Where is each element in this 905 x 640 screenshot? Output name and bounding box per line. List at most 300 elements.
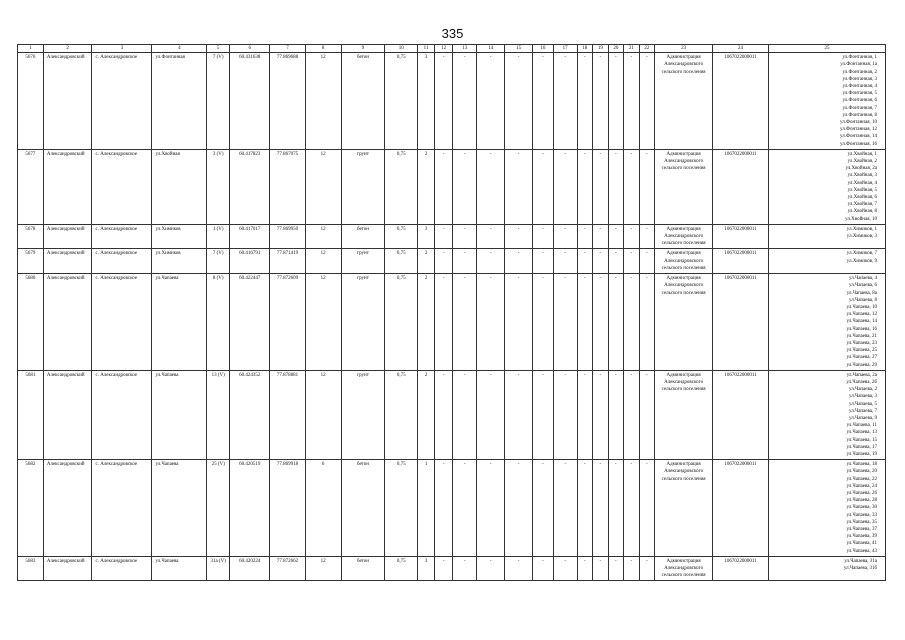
- address-item: ул.Чапаева, 21: [846, 333, 877, 339]
- table-cell: -: [608, 53, 624, 150]
- table-cell: -: [434, 149, 453, 224]
- address-list: [768, 53, 885, 150]
- table-cell: -: [553, 370, 577, 459]
- address-item: ул.Чапаева, 31б: [843, 566, 877, 572]
- address-item: ул.Фонтанная, 10: [840, 120, 877, 126]
- table-cell: -: [553, 556, 577, 581]
- table-cell: 12: [305, 370, 341, 459]
- address-item: ул.Фонтанная, 5: [842, 91, 877, 97]
- column-header: 14: [477, 45, 505, 53]
- address-item: ул.Чапаева, 17: [846, 444, 877, 450]
- table-cell: Администрация Александровского сельского поселения: [655, 224, 713, 249]
- column-header: 8: [305, 45, 341, 53]
- table-cell: -: [577, 274, 593, 371]
- table-cell: Александровский: [43, 556, 92, 581]
- table-cell: 2: [418, 249, 435, 274]
- address-item: ул.Хвойная, 6: [847, 195, 877, 201]
- table-cell: -: [624, 53, 640, 150]
- address-item: ул.Чапаева, 14: [846, 319, 877, 325]
- table-cell: -: [577, 460, 593, 557]
- table-cell: -: [608, 556, 624, 581]
- table-cell: -: [624, 460, 640, 557]
- table-row: [18, 370, 886, 459]
- table-cell: бетон: [341, 53, 384, 150]
- table-cell: -: [553, 149, 577, 224]
- address-item: ул.Фонтанная, 7: [842, 105, 877, 111]
- table-cell: с. Александровское: [92, 460, 152, 557]
- address-item: ул.Чапаева, 6: [848, 283, 877, 289]
- table-cell: -: [505, 460, 533, 557]
- table-cell: -: [553, 249, 577, 274]
- address-list: [768, 556, 885, 581]
- address-item: ул.Чапаева, 2: [848, 387, 877, 393]
- table-cell: 13 (V): [207, 370, 230, 459]
- address-item: ул.Химиков, 3: [846, 234, 877, 240]
- column-header: 16: [533, 45, 554, 53]
- table-cell: 5682: [18, 460, 44, 557]
- column-header: 21: [624, 45, 640, 53]
- table-cell: 77.869950: [270, 224, 305, 249]
- table-cell: -: [593, 556, 609, 581]
- table-cell: 2: [418, 149, 435, 224]
- table-cell: ул.Химиков: [152, 224, 207, 249]
- table-cell: 0,75: [385, 249, 418, 274]
- address-item: ул.Чапаева, 25: [846, 348, 877, 354]
- address-item: ул.Чапаева, 8: [848, 297, 877, 303]
- table-cell: -: [477, 556, 505, 581]
- address-item: ул.Чапаева, 30: [846, 505, 877, 511]
- column-header: 5: [207, 45, 230, 53]
- column-header: 1: [18, 45, 44, 53]
- table-cell: ул.Чапаева: [152, 460, 207, 557]
- address-item: ул.Чапаева, 39: [846, 534, 877, 540]
- column-header: 13: [453, 45, 477, 53]
- address-item: ул.Фонтанная, 8: [842, 112, 877, 118]
- address-item: ул.Хвойная, 2: [847, 159, 877, 165]
- table-cell: -: [553, 460, 577, 557]
- table-cell: -: [434, 224, 453, 249]
- table-cell: -: [477, 370, 505, 459]
- table-row: [18, 224, 886, 249]
- table-cell: -: [434, 53, 453, 150]
- address-item: ул.Фонтанная, 4: [842, 84, 877, 90]
- table-cell: -: [434, 556, 453, 581]
- table-cell: 60.417017: [230, 224, 270, 249]
- table-cell: -: [639, 53, 655, 150]
- address-item: ул.Химиков, 1: [846, 226, 877, 232]
- column-header: 15: [505, 45, 533, 53]
- table-cell: 60.416791: [230, 249, 270, 274]
- table-cell: 1067022000011: [713, 224, 769, 249]
- table-cell: -: [577, 370, 593, 459]
- table-cell: 5681: [18, 370, 44, 459]
- table-cell: 1067022000011: [713, 556, 769, 581]
- address-item: ул.Чапаева, 37: [846, 527, 877, 532]
- table-row: [18, 556, 886, 581]
- table-cell: 60.417823: [230, 149, 270, 224]
- table-cell: 77.872662: [270, 556, 305, 581]
- table-cell: 7 (V): [207, 249, 230, 274]
- table-row: [18, 53, 886, 150]
- address-item: ул.Чапаева, 24: [846, 483, 877, 489]
- table-cell: 60.420224: [230, 556, 270, 581]
- table-cell: -: [624, 370, 640, 459]
- address-item: ул.Химиков, 7: [846, 251, 877, 257]
- address-item: ул.Чапаева, 16: [846, 326, 877, 332]
- table-cell: -: [453, 249, 477, 274]
- table-cell: Администрация Александровского сельского поселения: [655, 460, 713, 557]
- table-row: [18, 249, 886, 274]
- table-cell: -: [639, 224, 655, 249]
- table-cell: Администрация Александровского сельского поселения: [655, 556, 713, 581]
- table-cell: -: [477, 53, 505, 150]
- table-cell: с. Александровское: [92, 274, 152, 371]
- address-item: ул.Чапаева, 29: [846, 362, 877, 368]
- table-cell: 0,75: [385, 556, 418, 581]
- table-cell: -: [608, 149, 624, 224]
- table-cell: -: [533, 249, 554, 274]
- table-cell: -: [505, 249, 533, 274]
- table-cell: с. Александровское: [92, 370, 152, 459]
- table-cell: 0,75: [385, 224, 418, 249]
- data-table: [17, 44, 886, 581]
- table-cell: 1067022000011: [713, 53, 769, 150]
- table-cell: -: [453, 556, 477, 581]
- table-cell: Александровский: [43, 249, 92, 274]
- table-cell: Администрация Александровского сельского поселения: [655, 53, 713, 150]
- address-item: ул.Чапаева, 12: [846, 312, 877, 318]
- table-cell: -: [608, 370, 624, 459]
- table-cell: -: [505, 149, 533, 224]
- address-item: ул.Чапаева, 31а: [844, 558, 877, 564]
- address-list: [768, 249, 885, 274]
- table-cell: -: [624, 224, 640, 249]
- address-item: ул.Хвойная, 2а: [845, 166, 877, 172]
- table-cell: -: [577, 149, 593, 224]
- address-item: ул.Чапаева, 10: [846, 304, 877, 310]
- table-cell: -: [639, 370, 655, 459]
- address-item: ул.Фонтанная, 16: [840, 141, 877, 147]
- table-cell: ул.Фонтанная: [152, 53, 207, 150]
- address-item: ул.Чапаева, 23: [846, 340, 877, 346]
- table-cell: бетон: [341, 224, 384, 249]
- table-cell: 0,75: [385, 370, 418, 459]
- table-cell: 0,75: [385, 460, 418, 557]
- table-cell: Александровский: [43, 53, 92, 150]
- address-item: ул.Фонтанная, 1а: [840, 62, 877, 68]
- table-cell: 5683: [18, 556, 44, 581]
- table-cell: 12: [305, 149, 341, 224]
- column-header: 12: [434, 45, 453, 53]
- address-item: ул.Чапаева, 3: [848, 394, 877, 400]
- table-cell: ул.Хвойная: [152, 149, 207, 224]
- table-cell: -: [453, 274, 477, 371]
- table-cell: 77.867075: [270, 149, 305, 224]
- table-cell: ул.Чапаева: [152, 556, 207, 581]
- table-cell: -: [624, 249, 640, 274]
- address-item: ул.Хвойная, 10: [845, 216, 877, 222]
- table-cell: Администрация Александровского сельского поселения: [655, 274, 713, 371]
- table-cell: 2: [418, 370, 435, 459]
- address-item: ул.Хвойная, 5: [847, 187, 877, 193]
- table-cell: с. Александровское: [92, 224, 152, 249]
- table-cell: -: [593, 224, 609, 249]
- address-item: ул.Чапаева, 13: [846, 430, 877, 436]
- table-cell: -: [639, 149, 655, 224]
- column-header: 11: [418, 45, 435, 53]
- table-cell: -: [593, 370, 609, 459]
- table-cell: Александровский: [43, 149, 92, 224]
- table-cell: -: [593, 149, 609, 224]
- table-cell: ул.Чапаева: [152, 274, 207, 371]
- table-cell: -: [434, 249, 453, 274]
- table-cell: Администрация Александровского сельского поселения: [655, 249, 713, 274]
- table-cell: -: [608, 274, 624, 371]
- address-item: ул.Хвойная, 3: [847, 173, 877, 179]
- table-cell: 0,75: [385, 53, 418, 150]
- address-item: ул.Чапаева, 15: [846, 437, 877, 443]
- table-cell: -: [505, 556, 533, 581]
- address-item: ул.Чапаева, 11: [846, 423, 877, 429]
- table-cell: 60.422447: [230, 274, 270, 371]
- table-cell: с. Александровское: [92, 149, 152, 224]
- column-header: 25: [768, 45, 885, 53]
- address-list: [768, 274, 885, 371]
- table-cell: 12: [305, 224, 341, 249]
- table-cell: -: [434, 460, 453, 557]
- table-cell: Александровский: [43, 370, 92, 459]
- table-cell: -: [533, 149, 554, 224]
- address-list: [768, 149, 885, 224]
- table-cell: -: [533, 460, 554, 557]
- table-cell: 1 (V): [207, 224, 230, 249]
- table-cell: -: [477, 224, 505, 249]
- table-cell: -: [608, 249, 624, 274]
- table-cell: Администрация Александровского сельского поселения: [655, 370, 713, 459]
- address-item: ул.Фонтанная, 1: [842, 55, 877, 61]
- table-cell: -: [593, 274, 609, 371]
- page-number: 335: [441, 26, 464, 41]
- table-cell: Александровский: [43, 460, 92, 557]
- address-list: [768, 370, 885, 459]
- address-item: ул.Чапаева, 22: [846, 476, 877, 482]
- address-item: ул.Химиков, 9: [846, 258, 877, 264]
- table-cell: -: [608, 460, 624, 557]
- address-list: [768, 460, 885, 557]
- table-cell: 5680: [18, 274, 44, 371]
- table-cell: 60.420519: [230, 460, 270, 557]
- table-cell: -: [477, 249, 505, 274]
- address-item: ул.Чапаева, 20: [846, 469, 877, 475]
- table-cell: грунт: [341, 274, 384, 371]
- table-cell: 6: [305, 460, 341, 557]
- table-cell: -: [477, 149, 505, 224]
- table-cell: 5677: [18, 149, 44, 224]
- table-cell: -: [624, 556, 640, 581]
- table-cell: -: [593, 460, 609, 557]
- address-item: ул.Чапаева, 19: [846, 451, 877, 457]
- column-header: 20: [608, 45, 624, 53]
- table-cell: 12: [305, 53, 341, 150]
- address-item: ул.Чапаева, 41: [846, 541, 877, 547]
- column-header: 22: [639, 45, 655, 53]
- table-cell: 0,75: [385, 274, 418, 371]
- table-row: [18, 149, 886, 224]
- table-cell: -: [624, 149, 640, 224]
- table-cell: с. Александровское: [92, 556, 152, 581]
- address-item: ул.Чапаева, 35: [846, 519, 877, 525]
- table-row: [18, 274, 886, 371]
- table-cell: 3: [418, 556, 435, 581]
- table-cell: -: [577, 249, 593, 274]
- table-cell: 2: [418, 274, 435, 371]
- table-cell: 3 (V): [207, 149, 230, 224]
- address-item: ул.Фонтанная, 2: [842, 69, 877, 75]
- table-cell: -: [639, 274, 655, 371]
- address-item: ул.Чапаева, 9: [848, 415, 877, 421]
- column-header: 23: [655, 45, 713, 53]
- table-cell: -: [477, 274, 505, 371]
- address-list: [768, 224, 885, 249]
- column-header: 3: [92, 45, 152, 53]
- table-cell: 3: [418, 224, 435, 249]
- column-header: 7: [270, 45, 305, 53]
- table-cell: Александровский: [43, 274, 92, 371]
- table-cell: бетон: [341, 460, 384, 557]
- table-cell: -: [533, 224, 554, 249]
- table-cell: 77.872609: [270, 274, 305, 371]
- address-item: ул.Чапаева, 2б: [846, 379, 877, 385]
- header-row: [18, 45, 886, 53]
- table-cell: -: [553, 274, 577, 371]
- table-cell: -: [453, 224, 477, 249]
- table-cell: 60.431638: [230, 53, 270, 150]
- address-item: ул.Хвойная, 7: [847, 202, 877, 208]
- column-header: 18: [577, 45, 593, 53]
- table-cell: ул.Химиков: [152, 249, 207, 274]
- table-cell: 1067022000011: [713, 460, 769, 557]
- column-header: 24: [713, 45, 769, 53]
- address-item: ул.Чапаева, 26: [846, 490, 877, 496]
- table-cell: 77.869918: [270, 460, 305, 557]
- table-cell: грунт: [341, 149, 384, 224]
- table-cell: 25 (V): [207, 460, 230, 557]
- table-cell: 1: [418, 460, 435, 557]
- table-cell: 0,75: [385, 149, 418, 224]
- address-item: ул.Хвойная, 1: [847, 151, 877, 157]
- address-item: ул.Фонтанная, 14: [840, 134, 877, 140]
- table-cell: -: [434, 370, 453, 459]
- table-cell: 8 (V): [207, 274, 230, 371]
- table-cell: -: [577, 53, 593, 150]
- address-item: ул.Чапаева, 28: [846, 498, 877, 504]
- address-item: ул.Чапаева, 27: [846, 355, 877, 361]
- table-cell: 77.871419: [270, 249, 305, 274]
- table-row: [18, 460, 886, 557]
- table-cell: 1067022000011: [713, 274, 769, 371]
- address-item: ул.Чапаева, 18: [846, 462, 877, 468]
- table-cell: 3: [418, 53, 435, 150]
- table-cell: -: [477, 460, 505, 557]
- table-cell: 1067022000011: [713, 370, 769, 459]
- column-header: 2: [43, 45, 92, 53]
- table-cell: бетон: [341, 556, 384, 581]
- table-cell: ул.Чапаева: [152, 370, 207, 459]
- table-cell: -: [593, 249, 609, 274]
- table-cell: грунт: [341, 249, 384, 274]
- address-item: ул.Чапаева, 5: [848, 401, 877, 407]
- address-item: ул.Фонтанная, 3: [842, 76, 877, 82]
- table-cell: -: [533, 370, 554, 459]
- address-item: ул.Чапаева, 43: [846, 548, 877, 554]
- table-cell: -: [505, 224, 533, 249]
- column-header: 6: [230, 45, 270, 53]
- table-cell: грунт: [341, 370, 384, 459]
- table-cell: -: [608, 224, 624, 249]
- address-item: ул.Чапаева, 8а: [846, 290, 877, 296]
- table-cell: 12: [305, 274, 341, 371]
- table-cell: 5678: [18, 224, 44, 249]
- table-cell: Администрация Александровского сельского поселения: [655, 149, 713, 224]
- column-header: 17: [553, 45, 577, 53]
- table-cell: -: [434, 274, 453, 371]
- table-cell: -: [639, 460, 655, 557]
- table-cell: -: [533, 274, 554, 371]
- table-cell: -: [453, 460, 477, 557]
- table-cell: -: [553, 53, 577, 150]
- column-header: 10: [385, 45, 418, 53]
- address-item: ул.Фонтанная, 6: [842, 98, 877, 104]
- table-cell: с. Александровское: [92, 53, 152, 150]
- table-cell: -: [505, 53, 533, 150]
- table-cell: -: [453, 149, 477, 224]
- table-cell: -: [639, 249, 655, 274]
- table-cell: -: [453, 53, 477, 150]
- column-header: 9: [341, 45, 384, 53]
- address-item: ул.Фонтанная, 12: [840, 127, 877, 133]
- table-cell: -: [639, 556, 655, 581]
- table-cell: 77.878881: [270, 370, 305, 459]
- table-cell: -: [577, 224, 593, 249]
- table-cell: -: [505, 370, 533, 459]
- address-item: ул.Чапаева, 7: [848, 408, 877, 414]
- address-item: ул.Чапаева, 33: [846, 512, 877, 518]
- table-cell: 12: [305, 249, 341, 274]
- table-cell: с. Александровское: [92, 249, 152, 274]
- table-cell: -: [553, 224, 577, 249]
- table-cell: 5679: [18, 249, 44, 274]
- table-cell: -: [577, 556, 593, 581]
- address-item: ул.Чапаева, 2а: [846, 372, 877, 378]
- table-cell: 5676: [18, 53, 44, 150]
- table-cell: -: [593, 53, 609, 150]
- table-cell: 12: [305, 556, 341, 581]
- table-cell: -: [453, 370, 477, 459]
- table-cell: 31а (V): [207, 556, 230, 581]
- column-header: 4: [152, 45, 207, 53]
- table-cell: 77.869688: [270, 53, 305, 150]
- table-cell: -: [505, 274, 533, 371]
- table-cell: 60.424352: [230, 370, 270, 459]
- address-item: ул.Хвойная, 8: [847, 209, 877, 215]
- table-cell: -: [624, 274, 640, 371]
- table-cell: 1067022000011: [713, 149, 769, 224]
- address-item: ул.Хвойная, 4: [847, 180, 877, 186]
- table-cell: -: [533, 53, 554, 150]
- table-cell: Александровский: [43, 224, 92, 249]
- table-cell: -: [533, 556, 554, 581]
- address-item: ул.Чапаева, 4: [848, 276, 877, 282]
